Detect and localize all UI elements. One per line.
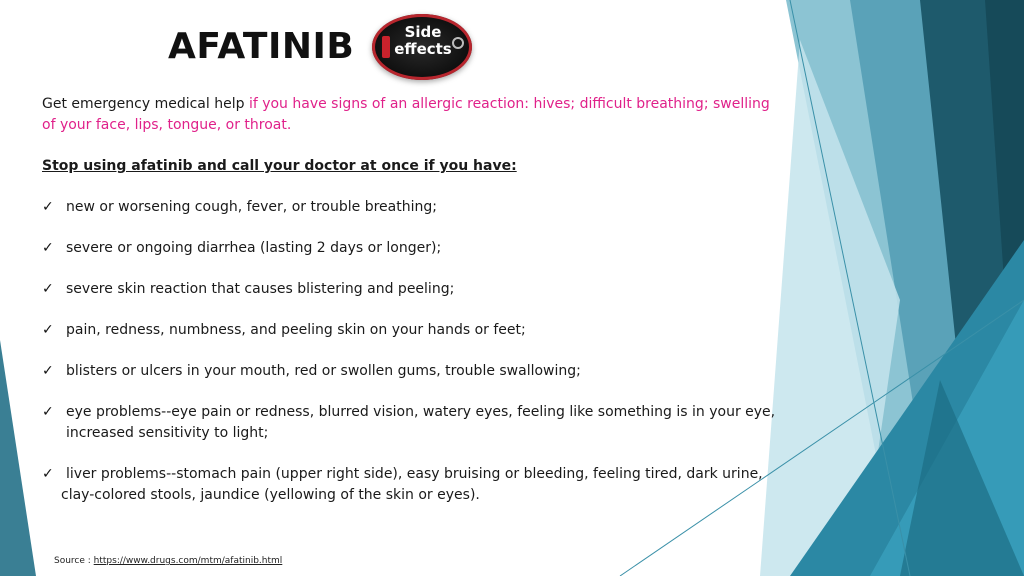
gear-icon xyxy=(452,37,464,49)
list-item xyxy=(42,197,782,218)
side-effects-list xyxy=(42,197,782,506)
check-icon: ✓ xyxy=(42,322,54,338)
check-icon: ✓ xyxy=(42,363,54,379)
badge-line-1: Side xyxy=(404,23,442,41)
list-item xyxy=(42,464,782,506)
list-item xyxy=(42,402,782,444)
list-item-text: eye problems--eye pain or redness, blurred vision, watery eyes, feeling like something is in your eye, increased sensitivity to light; xyxy=(66,404,776,441)
list-item-text: severe or ongoing diarrhea (lasting 2 days or longer); xyxy=(66,240,442,256)
list-item-text: pain, redness, numbness, and peeling skin on your hands or feet; xyxy=(66,322,526,338)
page-title: AFATINIB xyxy=(168,26,355,67)
check-icon: ✓ xyxy=(42,466,54,482)
main-content xyxy=(42,94,782,506)
intro-paragraph xyxy=(42,94,782,136)
check-icon: ✓ xyxy=(42,404,54,420)
badge-line-2: effects xyxy=(394,40,452,58)
check-icon: ✓ xyxy=(42,240,54,256)
stop-heading: Stop using afatinib and call your doctor at once if you have: xyxy=(42,158,517,174)
list-item-text: liver problems--stomach pain (upper right side), easy bruising or bleeding, feeling tired, dark urine, xyxy=(66,466,763,482)
list-item xyxy=(42,279,782,300)
source-footer xyxy=(54,556,282,566)
list-item xyxy=(42,361,782,382)
intro-highlight: if you have signs of an allergic reaction: hives; difficult breathing; swelling of your face, lips, tongue, or throat. xyxy=(42,96,770,133)
source-label: Source : xyxy=(54,556,94,566)
list-item xyxy=(42,238,782,259)
list-item-text: blisters or ulcers in your mouth, red or swollen gums, trouble swallowing; xyxy=(66,363,581,379)
badge-text xyxy=(392,24,454,58)
badge-stripe xyxy=(382,36,390,58)
left-accent-shape xyxy=(0,340,36,576)
side-effects-badge xyxy=(372,14,472,80)
list-item-continuation: clay-colored stools, jaundice (yellowing of the skin or eyes). xyxy=(61,487,480,503)
list-item-text: new or worsening cough, fever, or trouble breathing; xyxy=(66,199,437,215)
intro-prefix: Get emergency medical help xyxy=(42,96,249,112)
source-link[interactable]: https://www.drugs.com/mtm/afatinib.html xyxy=(93,556,283,566)
check-icon: ✓ xyxy=(42,281,54,297)
check-icon: ✓ xyxy=(42,199,54,215)
list-item xyxy=(42,320,782,341)
list-item-text: severe skin reaction that causes blistering and peeling; xyxy=(66,281,455,297)
